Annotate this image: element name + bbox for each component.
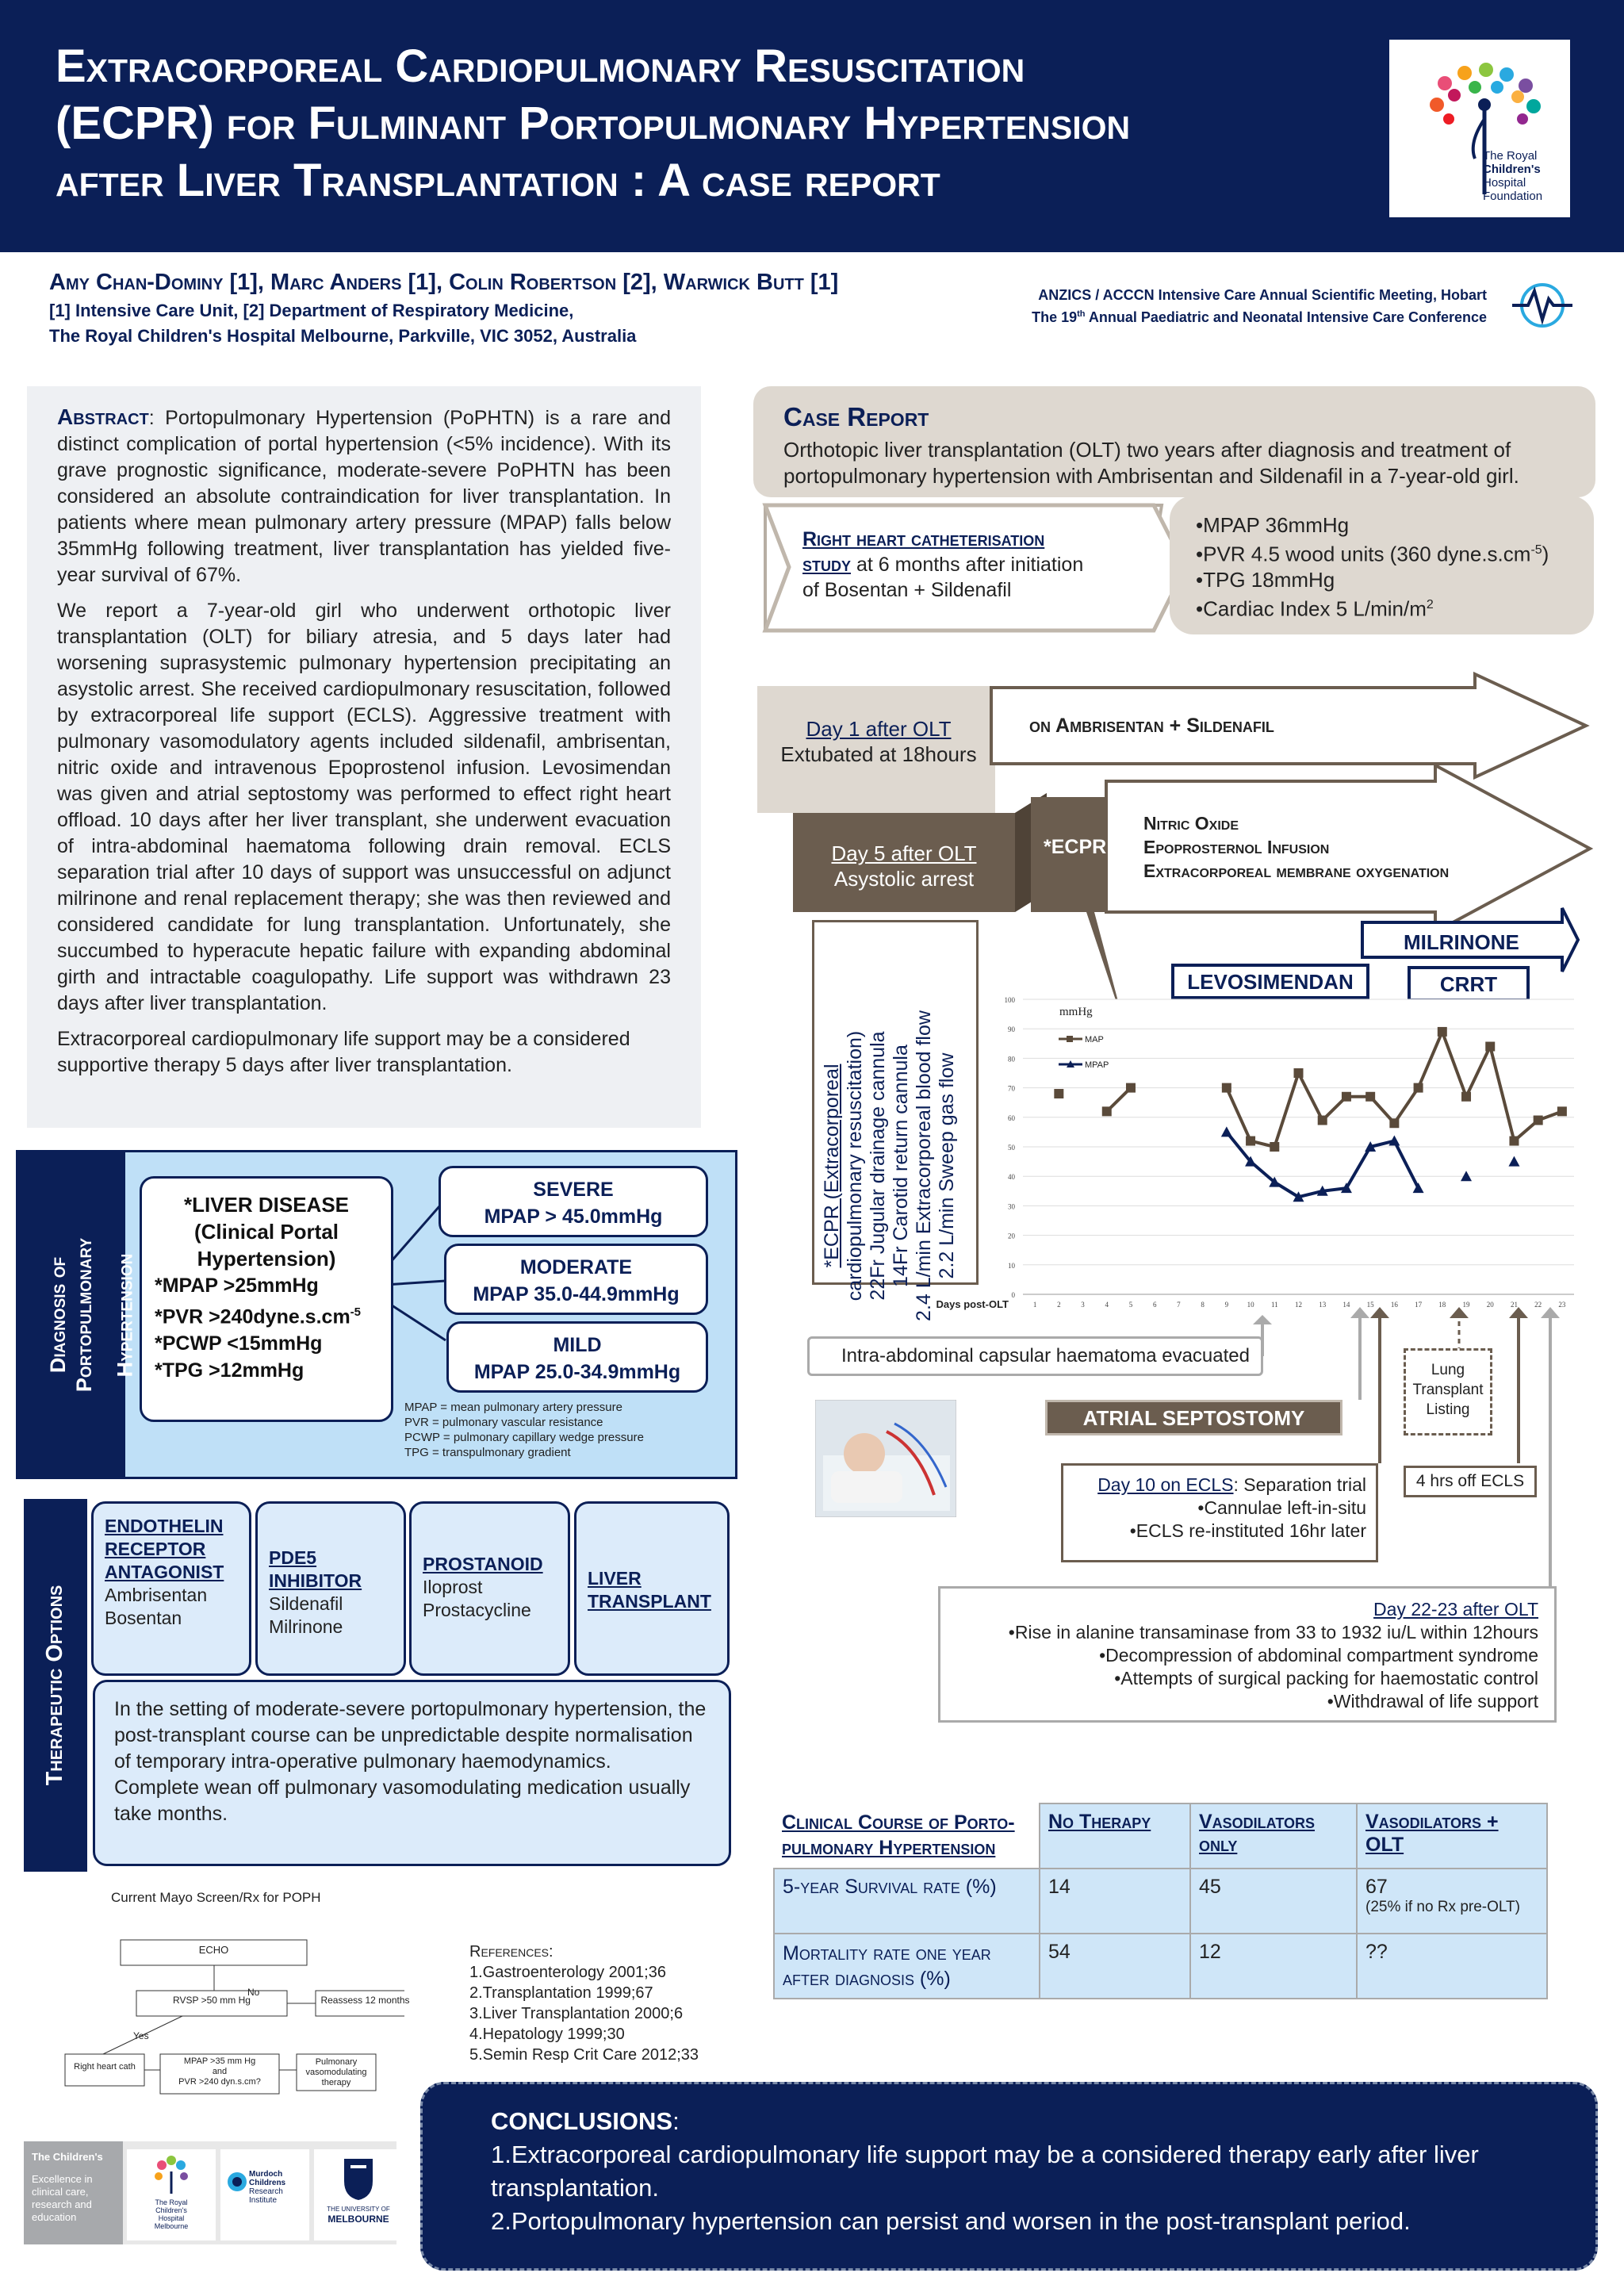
chart-ytick-label: 30 — [1008, 1202, 1015, 1211]
chart-xtick-label: 9 — [1224, 1301, 1229, 1309]
day10-text: : Separation trial — [1233, 1474, 1366, 1495]
chart-point-map — [1294, 1068, 1304, 1078]
chart-xtick-label: 13 — [1319, 1301, 1327, 1309]
flow-rvsp: RVSP >50 mm Hg — [173, 1995, 251, 2006]
severe-box — [439, 1166, 708, 1237]
hrs-off-label: 4 hrs off ECLS — [1404, 1466, 1537, 1497]
liver-subtitle: (Clinical Portal — [193, 1220, 339, 1244]
therapy-note: In the setting of moderate-severe portopulmonary hypertension, the post-transplant course can be unpredictable despite normalisation of temporary intra-operative pulmonary haemodynamics. — [114, 1698, 707, 1773]
chart-xtick-label: 1 — [1032, 1301, 1037, 1309]
rhc-text: at 6 months after initiation — [851, 554, 1084, 576]
title-line-3: after Liver Transplantation : A case report — [56, 155, 940, 206]
day5-link[interactable]: Day 5 after OLT — [831, 841, 977, 865]
chart-point-map — [1534, 1116, 1543, 1125]
flow-mpap-condition — [160, 2056, 279, 2087]
references — [469, 1941, 699, 2065]
therapy-note-box — [93, 1680, 731, 1866]
table-header: Vasodilators + OLT — [1357, 1803, 1547, 1869]
patient-photo — [815, 1400, 956, 1517]
rhc-result — [1196, 538, 1549, 567]
chart-point-map — [1342, 1092, 1351, 1102]
chart-xtick-label: 4 — [1105, 1301, 1109, 1309]
legend-line: TPG = transpulmonary gradient — [404, 1446, 571, 1459]
diagnosis-side-line3: Hypertension — [113, 1253, 137, 1378]
therapy-item: Bosentan — [105, 1608, 182, 1628]
flow-mpap-line: and — [212, 2067, 228, 2076]
rch-tree-icon — [151, 2154, 192, 2195]
references-title: References: — [469, 1943, 553, 1961]
rch-tagline-title: The Children's — [32, 2151, 103, 2163]
therapy-box-liver — [574, 1501, 730, 1676]
lung-listing-line: Lung — [1431, 1362, 1465, 1378]
clinical-course-table — [773, 1803, 1548, 1999]
ecpr-detail-line: 14Fr Carotid return cannula — [890, 1045, 912, 1287]
chart-point-map — [1509, 1137, 1519, 1146]
chart-xtick-label: 8 — [1201, 1301, 1205, 1309]
therapy-item: Milrinone — [269, 1616, 343, 1637]
therapy-title: PDE5 INHIBITOR — [269, 1547, 362, 1591]
chart-point-map — [1461, 1092, 1471, 1102]
rhc-results — [1196, 512, 1549, 621]
meeting-text: The 19 — [1032, 309, 1078, 325]
chart-xtick-label: 21 — [1510, 1301, 1518, 1309]
conclusion-item: 1.Extracorporeal cardiopulmonary life support may be a considered therapy early after liver transplantation. — [491, 2141, 1479, 2202]
table-cell: 54 — [1040, 1934, 1190, 1999]
meeting-sup: th — [1077, 309, 1086, 319]
logo1-line: Melbourne — [154, 2222, 189, 2230]
day22-line: •Withdrawal of life support — [1327, 1691, 1538, 1711]
legend-line: PVR = pulmonary vascular resistance — [404, 1416, 603, 1429]
chart-ytick-label: 60 — [1008, 1114, 1015, 1122]
rhc-description — [802, 527, 1083, 603]
chart-point-map — [1102, 1106, 1112, 1116]
chart-xtick-label: 7 — [1177, 1301, 1181, 1309]
chart-xtick-label: 5 — [1128, 1301, 1133, 1309]
flow-mpap-line: PVR >240 dyn.s.cm? — [178, 2077, 261, 2087]
conclusions-section — [420, 2082, 1598, 2271]
therapy-box-era — [91, 1501, 251, 1676]
day22-line: •Attempts of surgical packing for haemostatic control — [1114, 1668, 1538, 1688]
moderate-box — [444, 1244, 708, 1315]
ecpr-detail-line: 2.4 L/min Extracorporeal blood flow — [913, 1010, 935, 1321]
table-cell-note: (25% if no Rx pre-OLT) — [1365, 1899, 1520, 1915]
ecpr-detail-line: cardiopulmonary resuscitation) — [844, 1030, 866, 1301]
chart-point-map — [1365, 1092, 1375, 1102]
logo2-line: Childrens — [249, 2179, 286, 2187]
chart-xtick-label: 16 — [1390, 1301, 1398, 1309]
abbreviation-legend — [404, 1400, 644, 1460]
table-row — [774, 1934, 1547, 1999]
day10-line: •ECLS re-instituted 16hr later — [1129, 1520, 1366, 1541]
severity-value: MPAP > 45.0mmHg — [484, 1205, 663, 1228]
meeting-info — [912, 286, 1487, 327]
abstract-p2: We report a 7-year-old girl who underwent orthotopic liver transplantation (OLT) for biliary atresia, and 5 days later had worsening suprasystemic pulmonary hypertension precipitating an asystolic arrest. She received cardiopulmonary resuscitation, followed by extracorporeal life support (ECLS). Aggressive treatment with pulmonary vasomodulatory agents included sildenafil, ambrisentan, nitric oxide and intravenous Epoprostenol infusion. Levosimendan was given and atrial septostomy was performed to effect right heart offload. 10 days after her liver transplant, she underwent evacuation of intra-abdominal haematoma following drain removal. ECLS separation trial after 10 days of support was unsuccessful on adjunct milrinone and renal replacement therapy; she was then reviewed and considered candidate for lung transplantation. Unfortunately, she succumbed to hyperacute hepatic failure with expanding abdominal girth and intractable coagulopathy. Life support was withdrawn 23 days after liver transplantation. — [57, 600, 671, 1014]
rhc-sup: 2 — [1426, 597, 1434, 611]
conclusion-item: 2.Portopulmonary hypertension can persist and worsen in the post-transplant period. — [491, 2207, 1411, 2235]
logo-text-line: Foundation — [1483, 190, 1543, 203]
flow-mpap-line: MPAP >35 mm Hg — [183, 2056, 256, 2066]
conclusions-title: CONCLUSIONS — [491, 2107, 673, 2135]
table-cell — [1357, 1869, 1547, 1934]
reference-item: 5.Semin Resp Crit Care 2012;33 — [469, 2046, 699, 2064]
chart-ytick-label: 90 — [1008, 1025, 1015, 1034]
rch-tagline-line: research and — [32, 2198, 92, 2210]
chart-point-map — [1414, 1083, 1423, 1093]
therapy-item: Iloprost — [423, 1577, 483, 1597]
flow-yes: Yes — [133, 2030, 149, 2041]
drugs-arrow-text: on Ambrisentan + Sildenafil — [1029, 715, 1274, 737]
table-cell: 14 — [1040, 1869, 1190, 1934]
affiliation-line: [1] Intensive Care Unit, [2] Department of Respiratory Medicine, — [49, 301, 574, 320]
affiliations — [49, 298, 636, 349]
mcri-logo — [220, 2149, 309, 2240]
chart-point-map — [1318, 1116, 1327, 1125]
day22-box — [938, 1586, 1557, 1723]
chart-ytick-label: 80 — [1008, 1055, 1015, 1064]
chart-xtick-label: 17 — [1415, 1301, 1423, 1309]
rch-tagline-line: Excellence in — [32, 2173, 93, 2185]
chart-xtick-label: 20 — [1486, 1301, 1494, 1309]
logo1-line: The Royal — [155, 2198, 188, 2206]
chart-ytick-label: 40 — [1008, 1173, 1015, 1182]
chart-xtick-label: 11 — [1270, 1301, 1278, 1309]
liver-disease-box — [140, 1176, 393, 1422]
table-cell-value: 67 — [1365, 1876, 1388, 1898]
therapy-item: Ambrisentan — [105, 1585, 208, 1605]
chart-legend-marker — [1067, 1036, 1073, 1042]
day10-link[interactable]: Day 10 on ECLS — [1097, 1474, 1234, 1495]
day1-link[interactable]: Day 1 after OLT — [806, 717, 952, 741]
logo-text-line: Children's — [1483, 163, 1541, 176]
table-row-label: 5-year Survival rate (%) — [774, 1869, 1040, 1934]
liver-title: *LIVER DISEASE — [183, 1193, 350, 1217]
conclusions-heading — [491, 2105, 1527, 2138]
rhc-result-text: ) — [1542, 542, 1549, 566]
chart-legend-label: MPAP — [1085, 1060, 1109, 1070]
day22-link[interactable]: Day 22-23 after OLT — [1373, 1599, 1538, 1619]
ecpr-therapy: Nitric Oxide — [1143, 813, 1239, 834]
ecpr-detail-line: 22Fr Jugular drainage cannula — [867, 1031, 889, 1301]
milrinone-label: MILRINONE — [1404, 930, 1519, 954]
unimelb-logo — [314, 2149, 403, 2240]
levosimendan-label: LEVOSIMENDAN — [1171, 964, 1369, 999]
logo3-line: MELBOURNE — [327, 2214, 389, 2225]
severity-value: MPAP 35.0-44.9mmHg — [473, 1283, 680, 1305]
unimelb-crest-icon — [343, 2157, 374, 2202]
rhc-sup: -5 — [1530, 543, 1542, 557]
chart-point-map — [1557, 1106, 1567, 1116]
chart-xtick-label: 6 — [1152, 1301, 1157, 1309]
meeting-line: ANZICS / ACCCN Intensive Care Annual Scientific Meeting, Hobart — [1038, 287, 1487, 303]
heartbeat-icon — [1511, 282, 1574, 329]
flow-right-cath: Right heart cath — [74, 2062, 136, 2072]
conclusions-colon: : — [672, 2107, 680, 2135]
legend-line: MPAP = mean pulmonary artery pressure — [404, 1401, 622, 1414]
therapy-item: Sildenafil — [269, 1593, 343, 1614]
reference-item: 4.Hepatology 1999;30 — [469, 2026, 625, 2043]
chart-point-map — [1438, 1027, 1447, 1037]
hemodynamics-chart — [936, 983, 1586, 1317]
chart-ytick-label: 70 — [1008, 1084, 1015, 1093]
septostomy-label: ATRIAL SEPTOSTOMY — [1045, 1400, 1342, 1435]
chart-point-map — [1389, 1118, 1399, 1128]
rhc-result-text: •PVR 4.5 wood units (360 dyne.s.cm — [1196, 542, 1531, 566]
criterion — [155, 1299, 378, 1330]
chart-point-map — [1270, 1142, 1279, 1152]
meeting-text: Annual Paediatric and Neonatal Intensive Care Conference — [1085, 309, 1487, 325]
chart-xlabel: Days post-OLT — [936, 1298, 1009, 1310]
logo2-line: Research — [249, 2187, 283, 2196]
therapy-title: PROSTANOID — [423, 1554, 543, 1574]
day5-box — [793, 841, 1015, 891]
rch-foundation-logo — [1389, 40, 1570, 217]
logo2-line: Murdoch — [249, 2170, 283, 2179]
rch-melbourne-logo — [127, 2149, 216, 2240]
chart-point-map — [1246, 1137, 1255, 1146]
crrt-label: CRRT — [1408, 966, 1530, 1002]
table-cell: 45 — [1190, 1869, 1357, 1934]
chart-xtick-label: 12 — [1295, 1301, 1302, 1309]
title-line-2: (ECPR) for Fulminant Portopulmonary Hypertension — [56, 98, 1131, 149]
case-report-text: Orthotopic liver transplantation (OLT) two years after diagnosis and treatment of portopulmonary hypertension with Ambrisentan and Sildenafil in a 7-year-old girl. — [783, 438, 1519, 488]
logo-text-line: The Royal — [1483, 149, 1538, 163]
abstract-p1 — [57, 404, 671, 588]
reference-item: 3.Liver Transplantation 2000;6 — [469, 2005, 684, 2022]
liver-subtitle: Hypertension) — [197, 1247, 336, 1271]
logo1-line: Hospital — [158, 2214, 185, 2222]
day22-line: •Decompression of abdominal compartment syndrome — [1099, 1645, 1538, 1665]
lung-listing-line: Listing — [1426, 1401, 1470, 1418]
flow-echo: ECHO — [198, 1944, 229, 1956]
rhc-title: study — [802, 554, 852, 576]
affiliation-line: The Royal Children's Hospital Melbourne, Parkville, VIC 3052, Australia — [49, 326, 637, 346]
criterion-sup: -5 — [350, 1305, 362, 1319]
logo-text-line: Hospital — [1483, 176, 1526, 190]
chart-ytick-label: 50 — [1008, 1144, 1015, 1152]
reference-item: 1.Gastroenterology 2001;36 — [469, 1964, 666, 1981]
chart-xtick-label: 10 — [1247, 1301, 1254, 1309]
day10-line: •Cannulae left-in-situ — [1197, 1497, 1366, 1518]
table-header: Vasodilators only — [1190, 1803, 1357, 1869]
table-header: No Therapy — [1040, 1803, 1190, 1869]
table-row-label: Mortality rate one year after diagnosis (%) — [774, 1934, 1040, 1999]
abstract-heading: Abstract — [57, 404, 149, 429]
ecpr-detail-title: *ECPR (Extracorporeal — [821, 1064, 843, 1268]
therapy-item: Prostacycline — [423, 1600, 531, 1620]
day1-box — [760, 716, 998, 767]
therapy-title: ENDOTHELIN RECEPTOR ANTAGONIST — [105, 1516, 224, 1582]
haematoma-label: Intra-abdominal capsular haematoma evacuated — [807, 1336, 1263, 1376]
table-cell: ?? — [1357, 1934, 1547, 1999]
abstract-text: : Portopulmonary Hypertension (PoPHTN) is a rare and distinct complication of portal hypertension (<5% incidence). With its grave prognostic significance, moderate-severe PoPHTN has been considered an absolute contraindication for liver transplantation. In patients where mean pulmonary artery pressure (MPAP) falls below 35mmHg following treatment, liver transplantation has yielded five-year survival of 67%. — [57, 407, 671, 586]
chart-point-map — [1054, 1089, 1063, 1098]
therapy-note: Complete wean off pulmonary vasomodulating medication usually take months. — [114, 1777, 691, 1825]
chart-xtick-label: 3 — [1081, 1301, 1085, 1309]
table-cell: 12 — [1190, 1934, 1357, 1999]
day22-line: •Rise in alanine transaminase from 33 to 1932 iu/L within 12hours — [1008, 1622, 1538, 1642]
chart-ytick-label: 0 — [1011, 1291, 1015, 1299]
diagnosis-side-line: Portopulmonary — [72, 1237, 96, 1393]
meeting-line — [912, 305, 1487, 327]
ecpr-therapy: Epoprosternol Infusion — [1143, 837, 1330, 857]
severity-label: MILD — [553, 1334, 602, 1356]
chart-xtick-label: 18 — [1438, 1301, 1446, 1309]
chart-point-map — [1126, 1083, 1136, 1093]
table-row — [774, 1869, 1547, 1934]
rch-tagline-block — [24, 2141, 123, 2244]
flow-therapy: Pulmonary vasomodulating therapy — [305, 2057, 367, 2087]
ecpr-therapies — [1143, 811, 1449, 883]
day5-text: Asystolic arrest — [833, 867, 975, 891]
rhc-title: Right heart catheterisation — [802, 528, 1045, 550]
criterion: *MPAP >25mmHg — [155, 1274, 319, 1297]
reference-item: 2.Transplantation 1999;67 — [469, 1984, 653, 2002]
rhc-result: •TPG 18mmHg — [1196, 567, 1335, 592]
ecpr-detail-line: 2.2 L/min Sweep gas flow — [936, 1052, 958, 1279]
rhc-result — [1196, 592, 1549, 622]
flowchart-caption: Current Mayo Screen/Rx for POPH — [111, 1890, 321, 1905]
author-list: Amy Chan-Dominy [1], Marc Anders [1], Colin Robertson [2], Warwick Butt [1] — [49, 270, 839, 295]
chart-xtick-label: 2 — [1057, 1301, 1061, 1309]
chart-ytick-label: 10 — [1008, 1261, 1015, 1270]
rch-tagline-line: education — [32, 2211, 77, 2223]
chart-xtick-label: 15 — [1366, 1301, 1374, 1309]
flow-no: No — [247, 1987, 260, 1998]
poster-title — [56, 38, 1356, 209]
table-header-row — [774, 1803, 1547, 1869]
rhc-text: of Bosentan + Sildenafil — [802, 579, 1012, 601]
severity-label: MODERATE — [519, 1256, 633, 1278]
day1-text: Extubated at 18hours — [780, 742, 977, 766]
ecpr-therapy: Extracorporeal membrane oxygenation — [1143, 861, 1450, 881]
table-corner-label: Clinical Course of Porto-pulmonary Hypertension — [774, 1803, 1040, 1869]
diagnosis-side-title — [45, 1152, 98, 1478]
ecpr-label: *ECPR — [1044, 836, 1107, 858]
rhc-result-text: •Cardiac Index 5 L/min/m — [1196, 596, 1427, 621]
chart-legend-label: MAP — [1085, 1035, 1104, 1045]
legend-line: PCWP = pulmonary capillary wedge pressure — [404, 1431, 644, 1444]
mild-box — [446, 1321, 708, 1393]
diagnosis-side-line: Diagnosis of — [46, 1256, 70, 1374]
logo1-line: Children's — [155, 2206, 187, 2214]
abstract-section — [27, 386, 701, 1128]
therapy-box-pde5 — [255, 1501, 406, 1676]
rhc-result: •MPAP 36mmHg — [1196, 513, 1350, 537]
chart-xtick-label: 22 — [1534, 1301, 1542, 1309]
logo-text — [1483, 149, 1542, 203]
chart-point-map — [1222, 1083, 1231, 1093]
chart-ytick-label: 100 — [1004, 996, 1015, 1004]
chart-xtick-label: 19 — [1462, 1301, 1470, 1309]
criterion-text: *PVR >240dyne.s.cm — [155, 1305, 350, 1328]
title-line-1: Extracorporeal Cardiopulmonary Resuscitation — [56, 40, 1025, 92]
mcri-icon — [227, 2171, 247, 2192]
logo3-line: THE UNIVERSITY OF — [327, 2206, 390, 2213]
severity-label: SEVERE — [533, 1179, 614, 1201]
therapy-title: LIVER TRANSPLANT — [588, 1568, 711, 1612]
foundation-tree-icon — [1389, 40, 1570, 217]
therapy-box-prostanoid — [409, 1501, 570, 1676]
chart-xtick-label: 14 — [1342, 1301, 1350, 1309]
severity-value: MPAP 25.0-34.9mmHg — [473, 1361, 681, 1383]
case-report-banner — [753, 386, 1595, 497]
criterion: *PCWP <15mmHg — [155, 1332, 323, 1355]
flow-reassess: Reassess 12 months — [320, 1995, 410, 2006]
chart-ytick-label: 20 — [1008, 1232, 1015, 1240]
logo2-line: Institute — [249, 2196, 278, 2205]
therapeutic-side-title: Therapeutic Options — [42, 1585, 67, 1786]
abstract-p3: Extracorporeal cardiopulmonary life support may be a considered supportive therapy 5 days after liver transplantation. — [57, 1028, 630, 1076]
rch-tagline-line: clinical care, — [32, 2186, 89, 2198]
lung-listing-line: Transplant — [1412, 1382, 1484, 1398]
chart-point-map — [1485, 1042, 1495, 1052]
case-report-title: Case Report — [783, 402, 929, 431]
chart-ylabel: mmHg — [1059, 1006, 1093, 1018]
chart-xtick-label: 23 — [1558, 1301, 1566, 1309]
criterion: *TPG >12mmHg — [155, 1359, 304, 1382]
